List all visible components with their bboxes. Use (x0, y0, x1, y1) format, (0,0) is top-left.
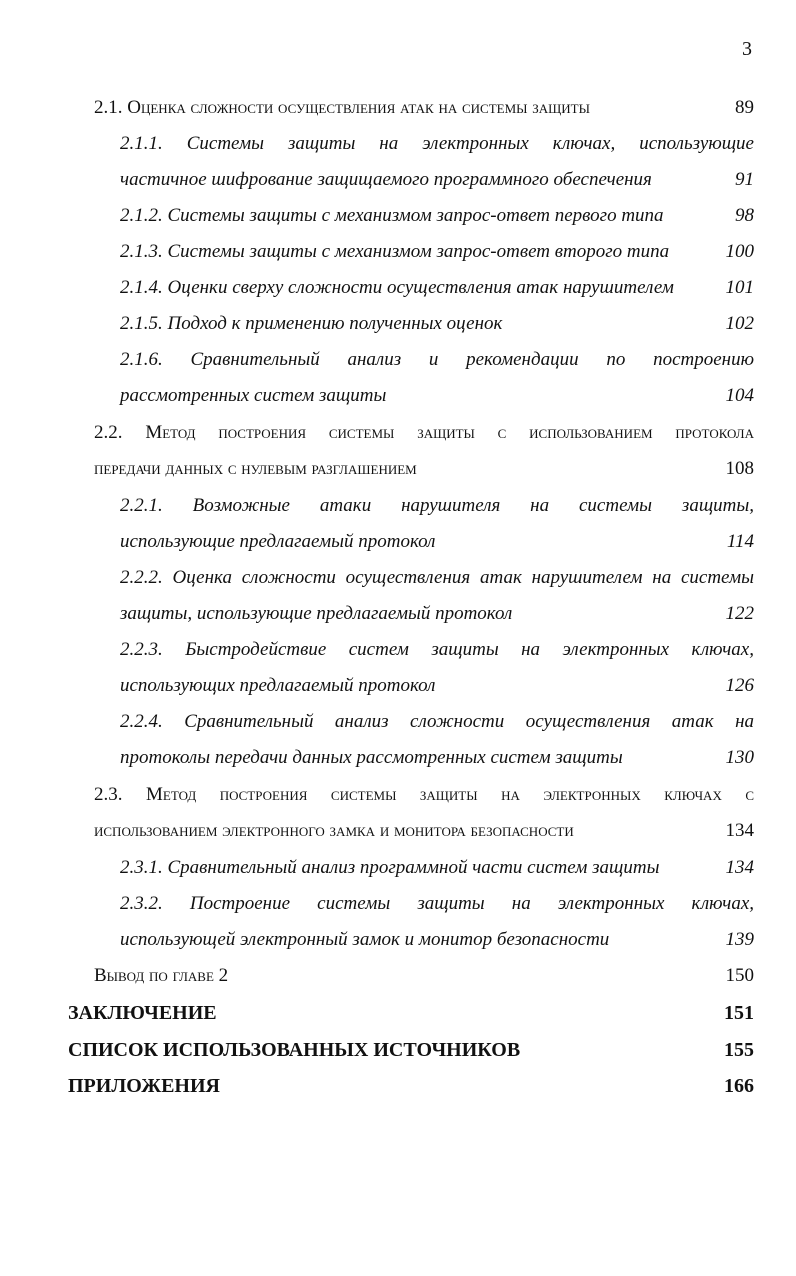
toc-entry-2-2-2 (0, 560, 796, 596)
toc-entry-page: 100 (725, 241, 754, 262)
toc-entry-title: рассмотренных систем защиты (120, 385, 387, 406)
toc-entry-title: передачи данных с нулевым разглашением (94, 458, 417, 479)
toc-entry-2-2-cont (0, 451, 796, 487)
toc-entry-title: использующей электронный замок и монитор безопасности (120, 929, 610, 950)
toc-entry-page: 101 (725, 277, 754, 298)
toc-entry-title: 2.3.2. Построение системы защиты на электронных ключах, (120, 893, 754, 914)
toc-entry-2-3-2 (0, 886, 796, 922)
toc-entry-title: 2.3. Метод построения системы защиты на электронных ключах с (94, 784, 754, 805)
toc-entry-2-3 (0, 777, 796, 813)
toc-entry-conclusion (0, 995, 796, 1031)
toc-entry-title: 2.2. Метод построения системы защиты с использованием протокола (94, 422, 754, 443)
toc-entry-2-2-3 (0, 632, 796, 668)
toc-entry-2-2 (0, 415, 796, 451)
toc-entry-title: 2.3.1. Сравнительный анализ программной части систем защиты (120, 857, 660, 878)
toc-entry-page: 91 (735, 169, 754, 190)
toc-entry-page: 166 (724, 1075, 754, 1097)
toc-entry-page: 126 (725, 675, 754, 696)
toc-entry-page: 114 (726, 531, 754, 552)
toc-entry-page: 151 (724, 1002, 754, 1024)
toc-entry-title: 2.2.4. Сравнительный анализ сложности осуществления атак на (120, 711, 754, 732)
toc-entry-title: 2.1.1. Системы защиты на электронных ключах, использующие (120, 133, 754, 154)
toc-entry-page: 134 (725, 857, 754, 878)
toc-entry-title: 2.1.5. Подход к применению полученных оценок (120, 313, 503, 334)
toc-entry-2-1-3 (0, 234, 796, 270)
toc-entry-title: Вывод по главе 2 (94, 965, 229, 986)
toc-entry-page: 134 (725, 820, 754, 841)
toc-entry-title: протоколы передачи данных рассмотренных систем защиты (120, 747, 623, 768)
toc-entry-title: частичное шифрование защищаемого программного обеспечения (120, 169, 652, 190)
toc-entry-title: защиты, использующие предлагаемый протокол (120, 603, 513, 624)
toc-entry-title: 2.1.4. Оценки сверху сложности осуществления атак нарушителем (120, 277, 674, 298)
toc-entry-title: ЗАКЛЮЧЕНИЕ (68, 1002, 217, 1024)
toc-entry-references (0, 1032, 796, 1068)
toc-entry-title: использующие предлагаемый протокол (120, 531, 436, 552)
toc-entry-page: 104 (725, 385, 754, 406)
toc-entry-page: 102 (725, 313, 754, 334)
toc-entry-title: СПИСОК ИСПОЛЬЗОВАННЫХ ИСТОЧНИКОВ (68, 1039, 521, 1061)
toc-entry-title: использованием электронного замка и монитора безопасности (94, 820, 574, 841)
toc-entry-title: 2.1. Оценка сложности осуществления атак на системы защиты (94, 97, 590, 118)
toc-entry-2-2-2-cont (0, 596, 796, 632)
toc-entry-title: 2.2.3. Быстродействие систем защиты на электронных ключах, (120, 639, 754, 660)
toc-entry-2-1-1 (0, 126, 796, 162)
toc-entry-2-1 (0, 90, 796, 126)
toc-entry-title: использующих предлагаемый протокол (120, 675, 436, 696)
toc-entry-appendices (0, 1068, 796, 1104)
toc-entry-title: 2.1.2. Системы защиты с механизмом запрос-ответ первого типа (120, 205, 664, 226)
toc-entry-title: 2.2.1. Возможные атаки нарушителя на системы защиты, (120, 495, 754, 516)
toc-entry-title: ПРИЛОЖЕНИЯ (68, 1075, 220, 1097)
toc-entry-2-1-6 (0, 342, 796, 378)
toc-entry-title: 2.1.3. Системы защиты с механизмом запрос-ответ второго типа (120, 241, 670, 262)
toc-entry-2-1-4 (0, 270, 796, 306)
toc-entry-2-3-1 (0, 850, 796, 886)
toc-entry-title: 2.1.6. Сравнительный анализ и рекомендации по построению (120, 349, 754, 370)
toc-entry-page: 130 (725, 747, 754, 768)
toc-entry-2-1-5 (0, 306, 796, 342)
toc-entry-page: 108 (725, 458, 754, 479)
toc-entry-title: 2.2.2. Оценка сложности осуществления атак нарушителем на системы (120, 567, 754, 588)
toc-entry-page: 98 (735, 205, 754, 226)
toc-entry-2-1-6-cont (0, 378, 796, 414)
toc-entry-page: 155 (724, 1039, 754, 1061)
toc-entry-page: 122 (725, 603, 754, 624)
toc-entry-2-2-3-cont (0, 668, 796, 704)
toc-entry-2-1-2 (0, 198, 796, 234)
toc-entry-2-2-4 (0, 704, 796, 740)
toc-entry-conclusions-chapter-2 (0, 958, 796, 994)
toc-entry-2-2-1 (0, 488, 796, 524)
toc-entry-2-3-2-cont (0, 922, 796, 958)
toc-entry-2-3-cont (0, 813, 796, 849)
toc-entry-2-1-1-cont (0, 162, 796, 198)
toc-entry-page: 139 (725, 929, 754, 950)
toc-entry-2-2-1-cont (0, 524, 796, 560)
toc-entry-2-2-4-cont (0, 740, 796, 776)
page-number: 3 (742, 38, 752, 60)
toc-entry-page: 150 (725, 965, 754, 986)
toc-entry-page: 89 (735, 97, 754, 118)
